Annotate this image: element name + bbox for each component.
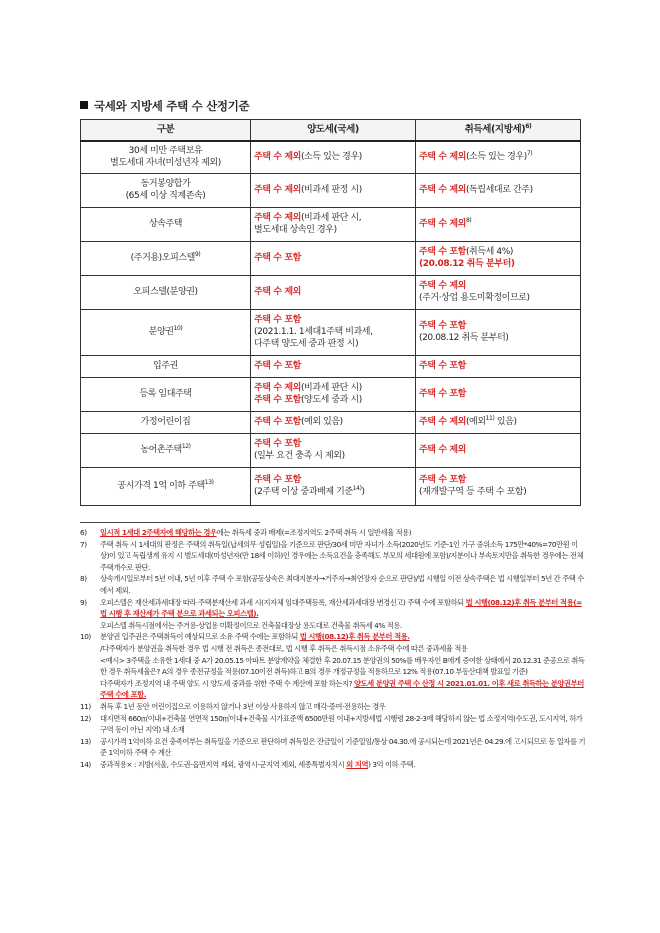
row-category (81, 467, 251, 505)
cell-line (419, 360, 577, 372)
row-category (81, 275, 251, 309)
footnote-11: 11) 취득 후 1년 동안 어린이집으로 이용하지 않거나 3년 이상 사용하지 않고 매각·증여·전용하는 경우 (80, 701, 386, 711)
highlight-text: 주택 수 포함 (254, 361, 301, 371)
row-category (81, 207, 251, 241)
cell-line (254, 360, 412, 372)
footnote-ref: 12) (181, 443, 191, 450)
category-text: (주거용)오피스텔 (130, 253, 195, 263)
cell-line (419, 280, 577, 292)
cell-text: (재개발구역 등 주택 수 포함) (419, 487, 527, 497)
row-category (81, 141, 251, 173)
highlight-text: 주택 수 포함 (254, 475, 301, 485)
row-transfer-tax (251, 433, 416, 467)
cell-line (419, 184, 577, 196)
highlight-text: 주택 수 제외 (254, 383, 301, 393)
footnote-13: 13) 공시가격 1억이하 요건 충족여부는 취득일을 기준으로 판단하며 취득일은 잔금일이 기준일임/통상 04.30.에 공시되는데 2021년은 04.29.에 고시되므로 동 일자를 기준 1억이하 주택 수 계산 (80, 736, 586, 758)
section-heading: 국세와 지방세 주택 수 산정기준 (80, 98, 249, 114)
row-transfer-tax (251, 411, 416, 433)
footnote-ref: 13) (204, 479, 214, 486)
table-row (81, 377, 581, 411)
header-transfer-tax: 양도세(국세) (251, 120, 416, 142)
row-acquisition-tax (416, 411, 581, 433)
highlight-text: 주택 수 포함 (419, 361, 466, 371)
row-category (81, 309, 251, 355)
cell-line (419, 292, 577, 304)
cell-line (419, 218, 577, 230)
cell-text: (독립세대로 간주) (465, 185, 533, 195)
cell-text: (비과세 판단 시) (300, 383, 362, 393)
highlight-text: (20.08.12 취득 분부터) (419, 259, 515, 269)
cell-line (254, 286, 412, 298)
row-acquisition-tax (416, 433, 581, 467)
cell-line (254, 314, 412, 326)
category-text: 가정어린이집 (140, 417, 191, 427)
cell-text: (취득세 4%) (465, 247, 513, 257)
footnote-12: 12) 대지면적 660㎡이내+건축물 연면적 150㎡이내+건축물 시가표준액 6500만원 이내+지방세법 시행령 28-2-3에 해당하지 않는 법 소정지역(수도권, 도시지역, 허가구역 등이 아닌 지역) 내 소재 (80, 713, 583, 735)
cell-text: (예외 (465, 417, 486, 427)
category-text: 30세 미만 주택보유 별도세대 자녀(미성년자 제외) (110, 146, 221, 169)
category-text: 공시가격 1억 이하 주택 (117, 481, 205, 491)
footnote-ref: 14) (352, 485, 362, 492)
table-row (81, 275, 581, 309)
footnote-ref: 7) (526, 150, 533, 158)
cell-line (419, 332, 577, 344)
cell-text: (소득 있는 경우) (465, 152, 527, 163)
cell-line (254, 394, 412, 406)
highlight-text: 주택 수 포함 (419, 389, 466, 399)
footnote-ref: 9) (194, 251, 201, 258)
cell-line (419, 444, 577, 456)
row-transfer-tax (251, 355, 416, 377)
row-transfer-tax (251, 207, 416, 241)
cell-line (254, 252, 412, 264)
row-acquisition-tax (416, 141, 581, 173)
row-acquisition-tax (416, 309, 581, 355)
footnote-divider (80, 522, 260, 523)
highlight-text: 주택 수 제외 (419, 281, 466, 291)
cell-line (419, 388, 577, 400)
highlight-text: 주택 수 포함 (254, 439, 301, 449)
footnote-9: 9) 오피스텔은 재산세과세대장 따라 주택분재산세 과세 시(지자체 임대주택등록, 재산세과세대장 변경신고) 주택 수에 포함하되 법 시행(08.12)후 취득 분부터 적용(=법 시행 후 재산세가 주택 분으로 과세되는 오피스텔). 오피스텔 취득시점에서는 주거용·상업용 미확정이므로 건축물대장상 용도대로 건축물 취득세 4% 적용. (80, 597, 582, 630)
cell-text: 있음) (494, 417, 517, 427)
header-acquisition-tax: 취득세(지방세)$^{6)}$ (416, 120, 581, 142)
table-row (81, 141, 581, 173)
cell-line (254, 450, 412, 462)
category-text: 상속주택 (148, 219, 183, 229)
cell-line (254, 438, 412, 450)
cell-line (419, 246, 577, 258)
footnote-ref: 11) (485, 415, 495, 422)
table-row (81, 173, 581, 207)
footnote-14: 14) 중과적용× : 지방(서울, 수도권-읍면지역 제외, 광역시-군지역 제외, 세종특별자치시 외 지역) 3억 이하 주택. (80, 759, 416, 769)
row-transfer-tax (251, 275, 416, 309)
highlight-text: 주택 수 포함 (419, 475, 466, 485)
row-transfer-tax (251, 377, 416, 411)
highlight-text: 주택 수 제외 (419, 445, 466, 455)
footnote-10: 10) 분양권 입주권은 주택취득이 예상되므로 소유 주택 수에는 포함하되 법 시행(08.12)후 취득 분부터 적용. /다주택자가 분양권을 취득한 경우 법 시행 전 취득은 종전대로, 법 시행 후 취득은 취득시점 소유주택 수에 따른 중과세율 적용 <예시> 3주택을 소유한 1세대 중 A가 20.05.15 아파트 분양계약을 체결한 후 20.07.15 분양권의 50%를 배우자인 B에게 증여한 상태에서 20.12.31 준공으로 취득한 경우 취득세율은? A의 경우 종전규정을 적용(07.10이전 취득)하고 B의 경우 개정규정을 적용하므로 12% 적용(07.10 부동산대책 발표일 기준) 다주택자가 조정지역 내 주택 양도 시 양도세 중과를 위한 주택 수 계산에 포함 하는지? 양도세 분양권 주택 수 산정 시 2021.01.01. 이후 새로 취득하는 분양권부터 주택 수에 포함. (80, 632, 585, 700)
highlight-text: 주택 수 제외 (254, 213, 301, 223)
square-bullet-icon (80, 101, 88, 109)
row-category (81, 241, 251, 275)
cell-line (419, 151, 577, 163)
table-row (81, 309, 581, 355)
highlight-text: 주택 수 제외 (254, 287, 301, 297)
highlight-text: 주택 수 포함 (419, 247, 466, 257)
cell-text: (비과세 판정 시) (300, 185, 362, 195)
row-transfer-tax (251, 467, 416, 505)
cell-line (419, 486, 577, 498)
highlight-text: 주택 수 포함 (254, 395, 301, 405)
cell-text: (예외 있음) (300, 417, 343, 427)
footnote-ref: 10) (173, 325, 183, 332)
row-transfer-tax (251, 309, 416, 355)
table-row (81, 411, 581, 433)
highlight-text: 주택 수 포함 (419, 321, 466, 331)
row-category (81, 377, 251, 411)
row-category (81, 173, 251, 207)
row-category (81, 433, 251, 467)
cell-line (254, 486, 412, 498)
cell-text: (2주택 이상 중과배제 기준 (254, 487, 353, 497)
category-text: 등록 임대주택 (139, 389, 192, 399)
table-row (81, 355, 581, 377)
highlight-text: 주택 수 제외 (419, 152, 466, 163)
footnote-ref: 8) (465, 217, 472, 224)
cell-text: (소득 있는 경우) (300, 152, 362, 163)
row-category (81, 355, 251, 377)
cell-line (419, 416, 577, 428)
highlight-text: 주택 수 제외 (254, 185, 301, 195)
footnotes (80, 527, 586, 770)
category-text: 동거봉양합가 (65세 이상 직계존속) (125, 179, 206, 201)
cell-line (254, 151, 412, 163)
cell-text: (20.08.12 취득 분부터) (419, 333, 509, 343)
housing-count-table (80, 119, 581, 506)
footnote-6: 6) 일시적 1세대 2주택자에 해당하는 경우에는 취득세 중과 배제(=조정지역도 2주택 취득 시 일반세율 적용) (80, 528, 412, 537)
table-row (81, 241, 581, 275)
row-acquisition-tax (416, 467, 581, 505)
cell-line (254, 184, 412, 196)
highlight-text: 주택 수 제외 (419, 185, 466, 195)
row-acquisition-tax (416, 241, 581, 275)
row-transfer-tax (251, 241, 416, 275)
row-acquisition-tax (416, 173, 581, 207)
table-row (81, 467, 581, 505)
highlight-text: 주택 수 제외 (419, 219, 466, 229)
cell-line (419, 258, 577, 270)
row-acquisition-tax (416, 207, 581, 241)
table-row (81, 207, 581, 241)
cell-line (419, 474, 577, 486)
row-transfer-tax (251, 141, 416, 173)
table-header-row (81, 120, 581, 142)
category-text: 오피스텔(분양권) (133, 287, 198, 297)
category-text: 분양권 (148, 327, 174, 337)
cell-line (254, 382, 412, 394)
cell-line (254, 212, 412, 236)
cell-line (254, 474, 412, 486)
highlight-text: 주택 수 제외 (254, 152, 301, 163)
cell-text: (2021.1.1. 1세대1주택 비과세, 다주택 양도세 중과 판정 시) (254, 327, 373, 349)
footnote-7: 7) 주택 취득 시 1세대의 판정은 주택의 취득일(납세의무 성립일)을 기준으로 판단/30세 미만 자녀가 소득(2020년도 기준-1인 가구 중위소득 175만*40%=70만원 이상)이 있고 독립생계 유지 시 별도세대(미성년자(만 18세 이하)인 경우에는 소득요건을 충족해도 부모의 세대원에 포함)/지분이나 부속토지만을 취득한 경우에는 전체 주택개수로 판단. (80, 539, 584, 572)
cell-line (419, 320, 577, 332)
highlight-text: 주택 수 포함 (254, 315, 301, 325)
row-acquisition-tax (416, 377, 581, 411)
cell-line (254, 416, 412, 428)
cell-text: (양도세 중과 시) (300, 395, 362, 405)
cell-text: (주거·상업 용도미확정이므로) (419, 293, 530, 303)
cell-text: ) (361, 487, 365, 497)
cell-line (254, 326, 412, 350)
table-row (81, 433, 581, 467)
highlight-text: 주택 수 포함 (254, 417, 301, 427)
highlight-text: 주택 수 포함 (254, 253, 301, 263)
category-text: 농어촌주택 (140, 445, 182, 455)
cell-text: (비과세 판단 시, 별도세대 상속인 경우) (254, 213, 362, 235)
cell-text: (일부 요건 충족 시 제외) (254, 451, 345, 461)
category-text: 입주권 (153, 361, 178, 371)
row-transfer-tax (251, 173, 416, 207)
row-acquisition-tax (416, 275, 581, 309)
footnote-8: 8) 상속개시일로부터 5년 이내, 5년 이후 주택 수 포함(공동상속은 최대지분자→거주자→최연장자 순으로 판단)/법 시행일 이전 상속주택은 법 시행일부터 5년 간 주택 수에서 제외. (80, 574, 584, 595)
row-acquisition-tax (416, 355, 581, 377)
highlight-text: 주택 수 제외 (419, 417, 466, 427)
header-category: 구분 (81, 120, 251, 142)
row-category (81, 411, 251, 433)
